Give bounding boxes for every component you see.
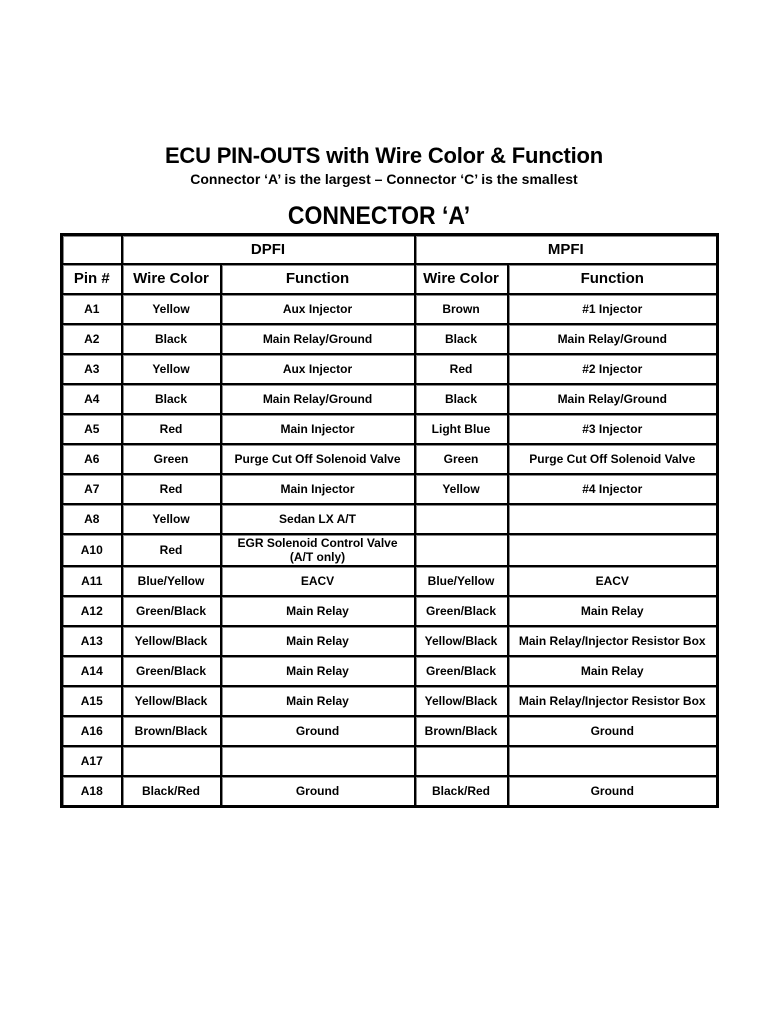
pin-cell: A18	[62, 776, 122, 807]
table-row	[62, 776, 718, 807]
dpfi-function-cell: Ground	[221, 776, 415, 807]
mpfi-function-cell: Main Relay/Ground	[508, 384, 718, 414]
dpfi-wire-cell: Black	[122, 384, 221, 414]
mpfi-function-cell: Main Relay/Injector Resistor Box	[508, 686, 718, 716]
pin-cell: A12	[62, 596, 122, 626]
table-row	[62, 354, 718, 384]
mpfi-function-cell: Main Relay/Injector Resistor Box	[508, 626, 718, 656]
dpfi-function-cell	[221, 534, 415, 566]
mpfi-wire-cell: Red	[415, 354, 508, 384]
mpfi-wire-cell: Green	[415, 444, 508, 474]
mpfi-wire-cell: Black	[415, 384, 508, 414]
mpfi-function-cell: #4 Injector	[508, 474, 718, 504]
pin-cell: A15	[62, 686, 122, 716]
mpfi-wire-cell: Yellow/Black	[415, 686, 508, 716]
dpfi-wire-cell: Yellow	[122, 294, 221, 324]
dpfi-wire-cell: Brown/Black	[122, 716, 221, 746]
mpfi-function-cell: Main Relay/Ground	[508, 324, 718, 354]
mpfi-function-cell: EACV	[508, 566, 718, 596]
table-row	[62, 686, 718, 716]
table-row	[62, 384, 718, 414]
dpfi-function-cell: Main Relay	[221, 686, 415, 716]
table-row	[62, 626, 718, 656]
table-row	[62, 324, 718, 354]
dpfi-function-cell: Main Injector	[221, 474, 415, 504]
dpfi-function-cell: Aux Injector	[221, 354, 415, 384]
mpfi-function-cell: Ground	[508, 776, 718, 807]
table-row	[62, 444, 718, 474]
pin-cell: A8	[62, 504, 122, 534]
dpfi-function-cell: Main Relay	[221, 596, 415, 626]
dpfi-function-cell: Sedan LX A/T	[221, 504, 415, 534]
mpfi-wire-cell	[415, 534, 508, 566]
mpfi-wire-cell: Green/Black	[415, 596, 508, 626]
dpfi-wire-cell: Green	[122, 444, 221, 474]
mpfi-function-cell: Ground	[508, 716, 718, 746]
table-row	[62, 746, 718, 776]
pin-cell: A3	[62, 354, 122, 384]
dpfi-function-cell: Main Relay/Ground	[221, 384, 415, 414]
pin-cell: A4	[62, 384, 122, 414]
pin-cell: A1	[62, 294, 122, 324]
dpfi-function-cell: Main Relay/Ground	[221, 324, 415, 354]
dpfi-wire-cell: Green/Black	[122, 656, 221, 686]
dpfi-wire-cell: Black/Red	[122, 776, 221, 807]
page-title: ECU PIN-OUTS with Wire Color & Function	[164, 143, 604, 168]
pin-cell: A13	[62, 626, 122, 656]
mpfi-wire-cell	[415, 746, 508, 776]
dpfi-function-header: Function	[221, 264, 415, 294]
mpfi-function-cell: #1 Injector	[508, 294, 718, 324]
mpfi-function-cell: Purge Cut Off Solenoid Valve	[508, 444, 718, 474]
dpfi-wire-cell: Red	[122, 414, 221, 444]
dpfi-wire-cell: Green/Black	[122, 596, 221, 626]
dpfi-function-cell: Aux Injector	[221, 294, 415, 324]
table-row	[62, 566, 718, 596]
mpfi-group-header: MPFI	[415, 235, 718, 265]
mpfi-function-cell	[508, 504, 718, 534]
pin-cell: A14	[62, 656, 122, 686]
dpfi-wire-cell: Black	[122, 324, 221, 354]
table-row	[62, 596, 718, 626]
dpfi-function-cell	[221, 746, 415, 776]
dpfi-wire-cell: Red	[122, 534, 221, 566]
dpfi-function-cell: Ground	[221, 716, 415, 746]
mpfi-wire-cell: Yellow/Black	[415, 626, 508, 656]
mpfi-wire-color-header: Wire Color	[415, 264, 508, 294]
pin-cell: A5	[62, 414, 122, 444]
pin-column-header: Pin #	[62, 264, 122, 294]
dpfi-function-line-2: (A/T only)	[289, 550, 346, 564]
mpfi-function-header: Function	[508, 264, 718, 294]
pin-cell: A6	[62, 444, 122, 474]
dpfi-wire-cell: Yellow/Black	[122, 626, 221, 656]
dpfi-wire-color-header: Wire Color	[122, 264, 221, 294]
group-header-row	[62, 235, 718, 265]
dpfi-wire-cell: Yellow/Black	[122, 686, 221, 716]
pin-cell: A17	[62, 746, 122, 776]
table-row	[62, 294, 718, 324]
table-row	[62, 504, 718, 534]
dpfi-group-header: DPFI	[122, 235, 415, 265]
mpfi-wire-cell: Brown	[415, 294, 508, 324]
dpfi-function-cell: Main Injector	[221, 414, 415, 444]
pinout-table	[60, 233, 719, 808]
empty-corner-cell	[62, 235, 122, 265]
mpfi-wire-cell: Black/Red	[415, 776, 508, 807]
dpfi-wire-cell: Yellow	[122, 504, 221, 534]
dpfi-function-line-1: EGR Solenoid Control Valve	[237, 536, 398, 550]
dpfi-function-cell: Main Relay	[221, 656, 415, 686]
mpfi-wire-cell: Black	[415, 324, 508, 354]
mpfi-wire-cell	[415, 504, 508, 534]
mpfi-wire-cell: Green/Black	[415, 656, 508, 686]
pin-cell: A7	[62, 474, 122, 504]
mpfi-wire-cell: Light Blue	[415, 414, 508, 444]
pin-cell: A10	[62, 534, 122, 566]
dpfi-wire-cell: Yellow	[122, 354, 221, 384]
dpfi-wire-cell: Blue/Yellow	[122, 566, 221, 596]
mpfi-wire-cell: Blue/Yellow	[415, 566, 508, 596]
column-header-row	[62, 264, 718, 294]
table-row	[62, 656, 718, 686]
mpfi-wire-cell: Yellow	[415, 474, 508, 504]
dpfi-function-cell: EACV	[221, 566, 415, 596]
dpfi-wire-cell: Red	[122, 474, 221, 504]
page-subtitle: Connector ‘A’ is the largest – Connector ‘C’ is the smallest	[190, 171, 578, 187]
pin-cell: A11	[62, 566, 122, 596]
mpfi-function-cell	[508, 534, 718, 566]
mpfi-function-cell: #3 Injector	[508, 414, 718, 444]
mpfi-function-cell: #2 Injector	[508, 354, 718, 384]
dpfi-wire-cell	[122, 746, 221, 776]
table-row	[62, 716, 718, 746]
table-row	[62, 414, 718, 444]
table-row	[62, 474, 718, 504]
dpfi-function-cell: Main Relay	[221, 626, 415, 656]
mpfi-function-cell: Main Relay	[508, 656, 718, 686]
mpfi-wire-cell: Brown/Black	[415, 716, 508, 746]
pin-cell: A16	[62, 716, 122, 746]
dpfi-function-cell: Purge Cut Off Solenoid Valve	[221, 444, 415, 474]
pin-cell: A2	[62, 324, 122, 354]
table-row	[62, 534, 718, 566]
mpfi-function-cell: Main Relay	[508, 596, 718, 626]
mpfi-function-cell	[508, 746, 718, 776]
connector-heading: CONNECTOR ‘A’	[287, 202, 471, 230]
